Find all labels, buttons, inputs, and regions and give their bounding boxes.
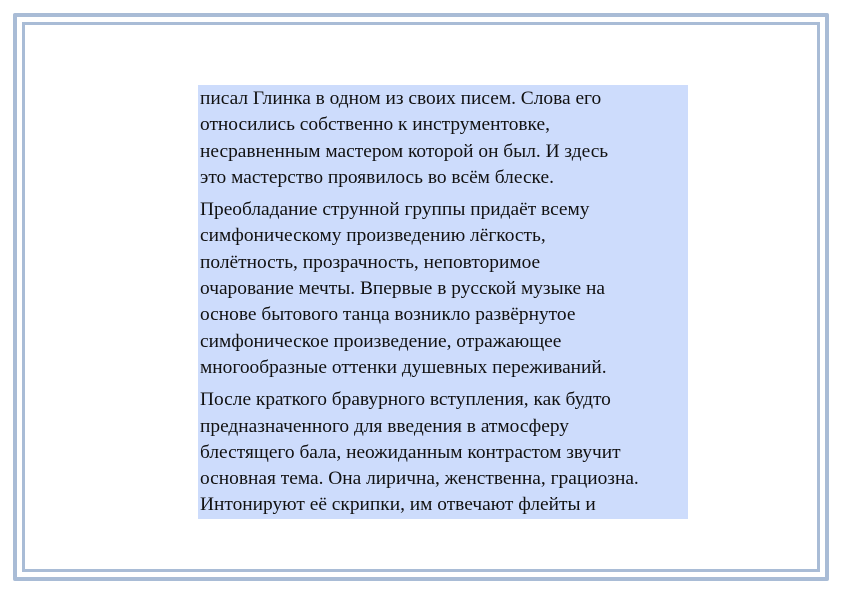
text-line: писал Глинка в одном из своих писем. Слова его — [200, 88, 602, 109]
text-line: относились собственно к инструментовке, — [200, 114, 550, 136]
text-line: После краткого бравурного вступления, как будто — [200, 389, 611, 411]
paragraph-2 — [200, 197, 688, 381]
text-line: Интонируют её скрипки, им отвечают флейты и — [200, 494, 596, 516]
paragraph-1 — [200, 86, 688, 191]
text-line: несравненным мастером которой он был. И здесь — [200, 140, 609, 162]
text-line: предназначенного для введения в атмосферу — [200, 415, 569, 437]
text-line: полётность, прозрачность, неповторимое — [200, 251, 541, 273]
text-line: симфоническому произведению лёгкость, — [200, 225, 546, 247]
text-line: основе бытового танца возникло развёрнутое — [200, 304, 576, 326]
text-line: многообразные оттенки душевных переживаний. — [200, 356, 607, 378]
text-line: очарование мечты. Впервые в русской музыке на — [200, 278, 605, 300]
text-line: Преобладание струнной группы придаёт всему — [200, 199, 590, 221]
paragraph-3 — [200, 387, 688, 518]
text-line: основная тема. Она лирична, женственна, грациозна. — [200, 468, 639, 490]
text-box[interactable] — [198, 85, 688, 519]
text-line: это мастерство проявилось во всём блеске. — [200, 166, 554, 188]
text-line: симфоническое произведение, отражающее — [200, 330, 562, 352]
text-line: блестящего бала, неожиданным контрастом звучит — [200, 441, 621, 463]
